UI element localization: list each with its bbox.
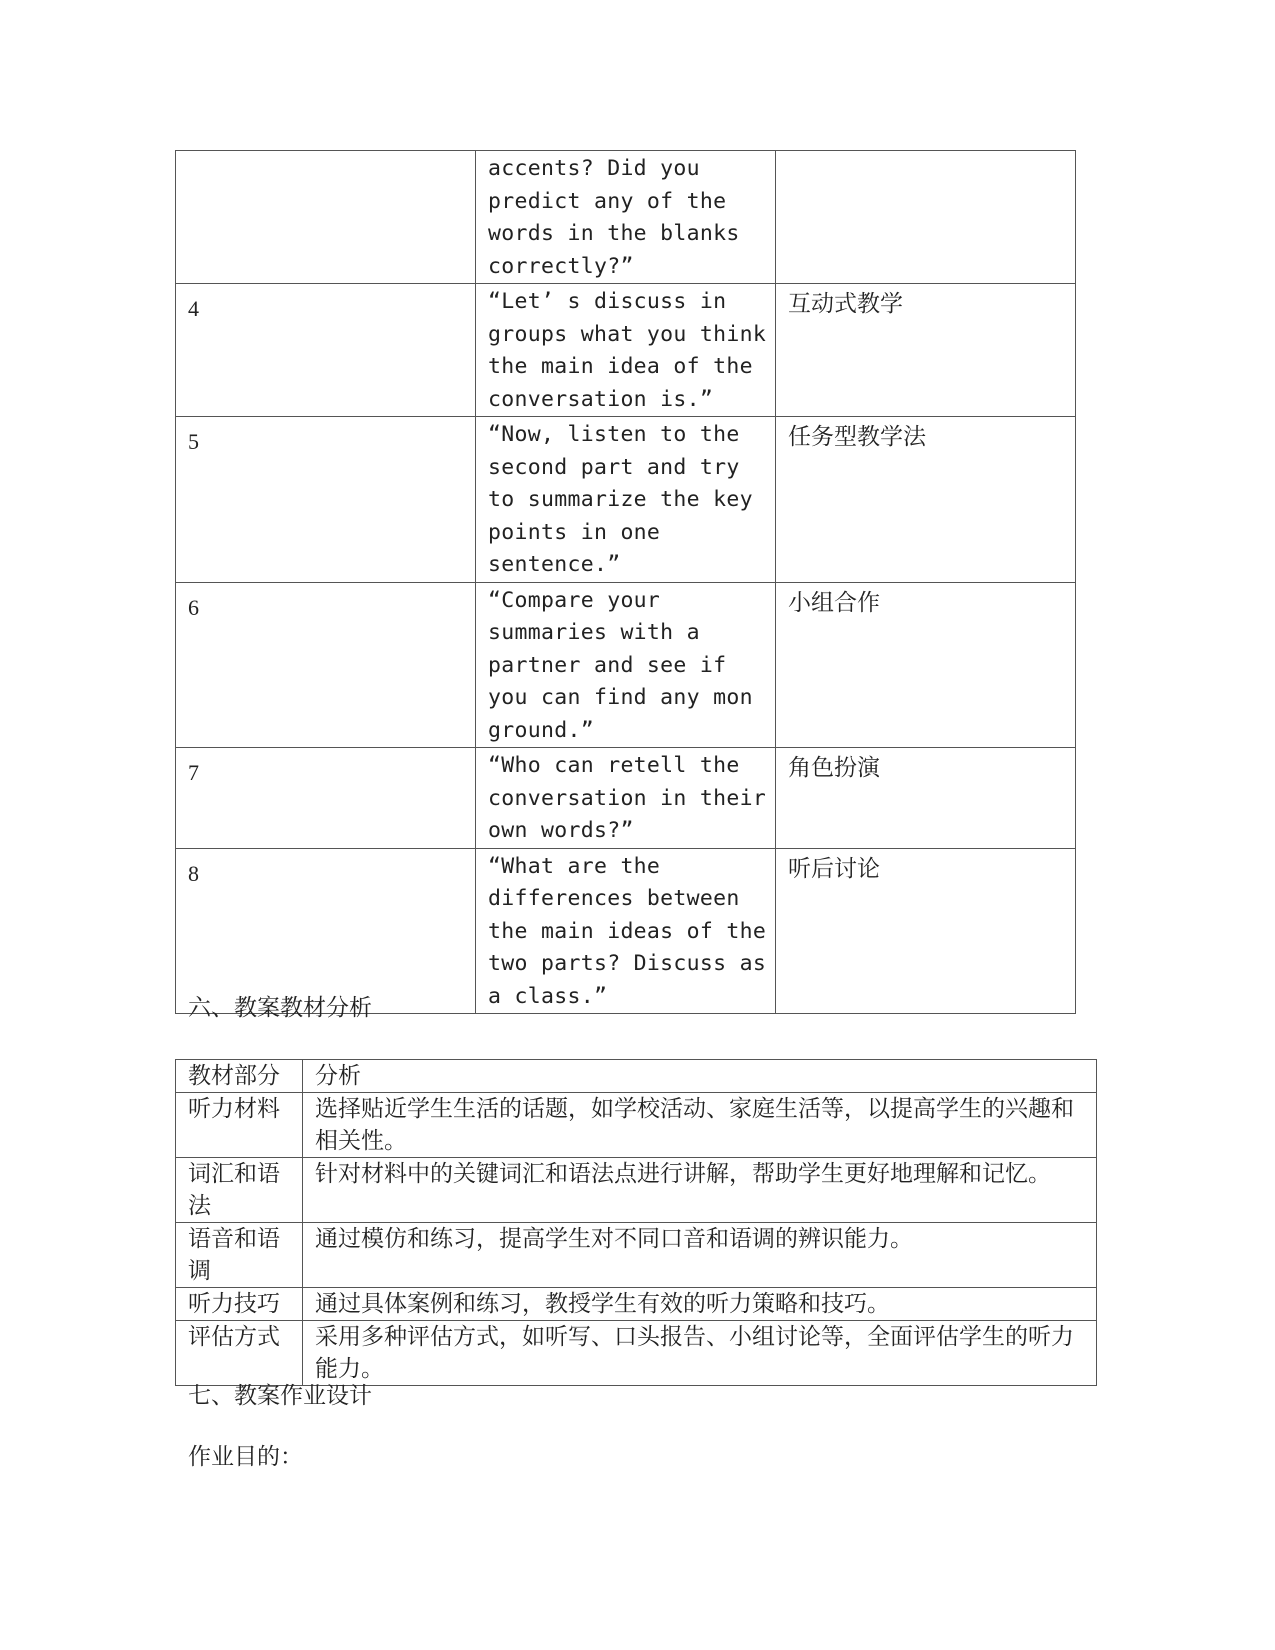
material-part: 词汇和语法 [176, 1158, 303, 1223]
material-part: 听力材料 [176, 1093, 303, 1158]
step-question: “Now, listen to the second part and try to summarize the key points in one sentence.” [476, 417, 776, 583]
table-header-row [176, 1060, 1097, 1093]
material-analysis: 选择贴近学生生活的话题，如学校活动、家庭生活等，以提高学生的兴趣和相关性。 [303, 1093, 1097, 1158]
step-method: 任务型教学法 [776, 417, 1076, 583]
step-question: “Let’ s discuss in groups what you think the main idea of the conversation is.” [476, 284, 776, 417]
step-number [176, 151, 476, 284]
table-row [176, 151, 1076, 284]
table-row [176, 1321, 1097, 1386]
header-analysis: 分析 [303, 1060, 1097, 1093]
step-method: 角色扮演 [776, 748, 1076, 849]
step-method: 听后讨论 [776, 848, 1076, 1014]
material-part: 听力技巧 [176, 1288, 303, 1321]
table-row [176, 1288, 1097, 1321]
step-method: 小组合作 [776, 582, 1076, 748]
table-row [176, 848, 1076, 1014]
table-row [176, 284, 1076, 417]
material-part: 语音和语调 [176, 1223, 303, 1288]
step-method: 互动式教学 [776, 284, 1076, 417]
step-number: 4 [176, 284, 476, 417]
step-question: “Compare your summaries with a partner and see if you can find any mon ground.” [476, 582, 776, 748]
material-part: 评估方式 [176, 1321, 303, 1386]
teaching-steps-table [175, 150, 1076, 1014]
table-row [176, 748, 1076, 849]
material-analysis: 通过具体案例和练习，教授学生有效的听力策略和技巧。 [303, 1288, 1097, 1321]
material-analysis: 针对材料中的关键词汇和语法点进行讲解，帮助学生更好地理解和记忆。 [303, 1158, 1097, 1223]
material-analysis: 采用多种评估方式，如听写、口头报告、小组讨论等，全面评估学生的听力能力。 [303, 1321, 1097, 1386]
header-part: 教材部分 [176, 1060, 303, 1093]
step-question: accents? Did you predict any of the words in the blanks correctly?” [476, 151, 776, 284]
material-analysis-table [175, 1059, 1097, 1386]
section-7-heading: 七、教案作业设计 [188, 1383, 372, 1409]
table-row [176, 1158, 1097, 1223]
table-row [176, 582, 1076, 748]
material-analysis: 通过模仿和练习，提高学生对不同口音和语调的辨识能力。 [303, 1223, 1097, 1288]
step-question: “Who can retell the conversation in their own words?” [476, 748, 776, 849]
step-number: 8 [176, 848, 476, 1014]
step-question: “What are the differences between the main ideas of the two parts? Discuss as a class.” [476, 848, 776, 1014]
table-row [176, 417, 1076, 583]
step-number: 6 [176, 582, 476, 748]
table-row [176, 1093, 1097, 1158]
step-method [776, 151, 1076, 284]
section-6-heading: 六、教案教材分析 [188, 995, 372, 1021]
homework-purpose-label: 作业目的： [188, 1444, 303, 1470]
table-row [176, 1223, 1097, 1288]
step-number: 7 [176, 748, 476, 849]
step-number: 5 [176, 417, 476, 583]
